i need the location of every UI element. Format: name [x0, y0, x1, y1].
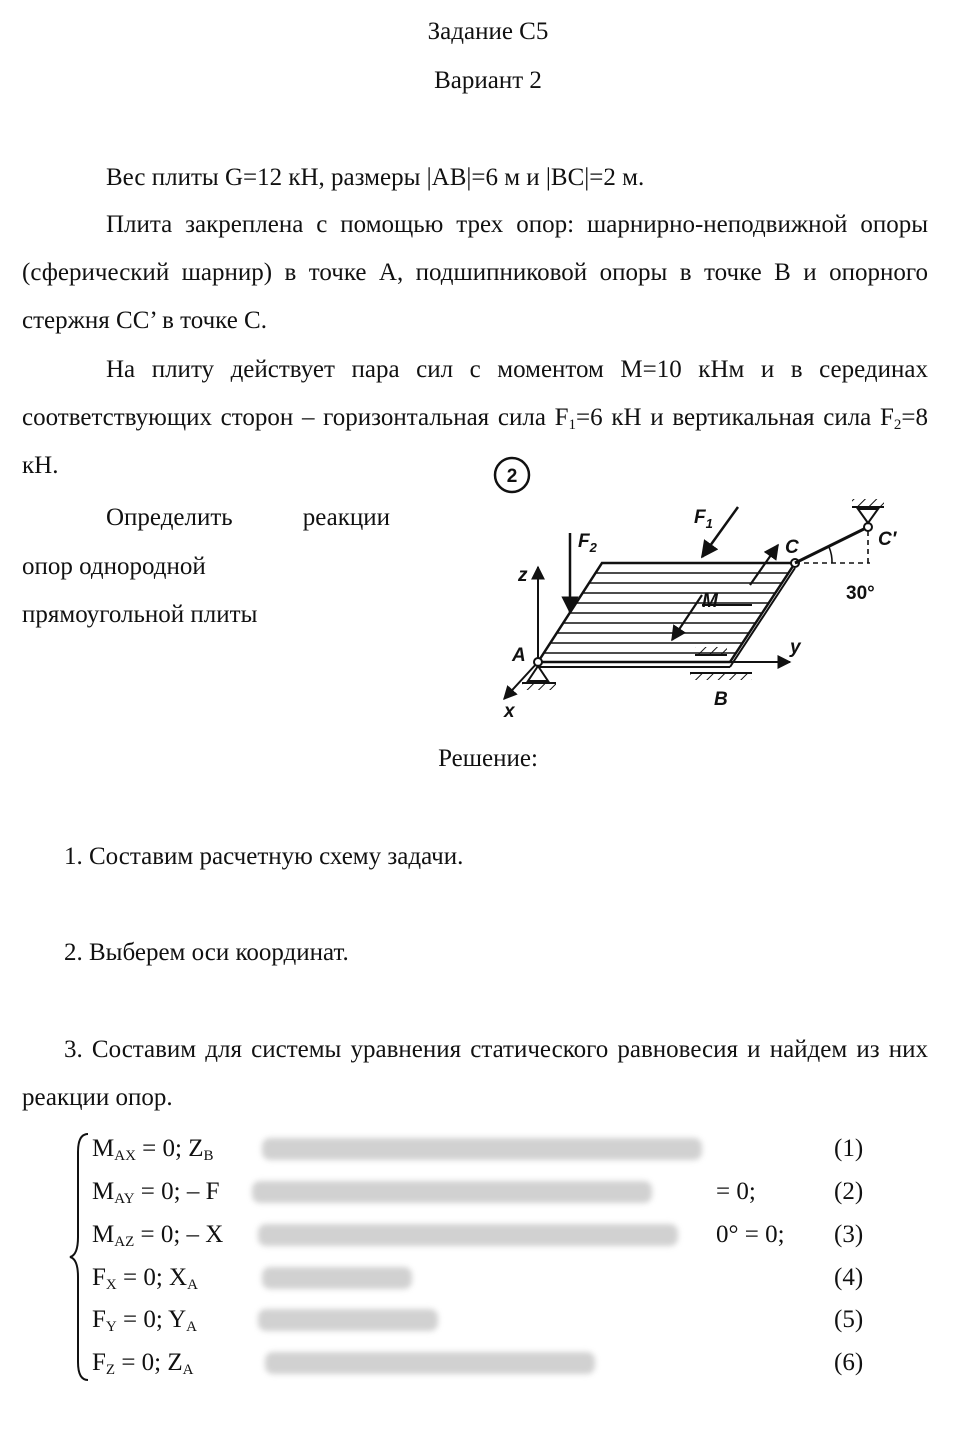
equation-tail: = 0;	[716, 1178, 756, 1205]
assignment-title: Задание С5	[427, 18, 549, 45]
equation-row: $M_{AZ} = 0$; – X	[92, 1221, 224, 1250]
point-C-label: C	[785, 537, 799, 558]
problem-supports-paragraph: Плита закреплена с помощью трех опор: шарнирно-неподвижной опоры (сферический шарнир) в точке А, подшипниковой опоры в точке В и опорного стержня СС’ в точке С.	[22, 211, 928, 334]
solution-step-2: 2. Выберем оси координат.	[64, 939, 349, 966]
equation-tail: 0° = 0;	[716, 1221, 785, 1248]
blurred-equation-content	[262, 1267, 412, 1289]
blurred-equation-content	[265, 1352, 595, 1374]
blurred-equation-content	[252, 1181, 652, 1203]
point-Cprime-label: C′	[878, 529, 897, 550]
equation-row: $F_Y = 0$; $Y_A$	[92, 1306, 198, 1335]
problem-given-line: Вес плиты G=12 кН, размеры |AB|=6 м и |BC|=2 м.	[106, 164, 645, 191]
point-A-label: A	[512, 645, 526, 666]
solution-heading: Решение:	[438, 745, 538, 772]
plate-hatching	[544, 573, 788, 653]
blurred-equation-content	[258, 1309, 438, 1331]
system-brace	[68, 1132, 92, 1382]
equation-row: $F_X = 0$; $X_A$	[92, 1264, 198, 1293]
force-F2-label: $F_2$	[578, 531, 597, 555]
force-F1-label: $F_1$	[694, 507, 713, 531]
blurred-equation-content	[262, 1138, 702, 1160]
axis-y-label: y	[790, 637, 801, 658]
equation-row: $M_{AY} = 0$; – F	[92, 1178, 220, 1207]
variant-number-badge	[495, 458, 529, 492]
plate-diagram	[490, 455, 920, 725]
equation-number: (4)	[834, 1264, 864, 1291]
variant-label: Вариант 2	[434, 67, 542, 94]
moment-M-label: M	[702, 591, 718, 612]
svg-text:2: 2	[506, 466, 518, 487]
equation-number: (6)	[834, 1349, 864, 1376]
axis-z-label: z	[518, 565, 528, 586]
equation-number: (1)	[834, 1135, 864, 1162]
task-line-2: опор однородной	[22, 553, 206, 580]
solution-step-1: 1. Составим расчетную схему задачи.	[64, 843, 464, 870]
problem-loads-paragraph: На плиту действует пара сил с моментом М=10 кНм и в серединах соответствующих сторон – горизонтальная сила $F_1=6$ кН и вертикальная сила $F_2=8$ кН.	[22, 356, 928, 479]
solution-step-3: 3. Составим для системы уравнения статического равновесия и найдем из них реакции опор.	[22, 1036, 928, 1111]
equation-row: $F_Z = 0$; $Z_A$	[92, 1349, 194, 1378]
blurred-equation-content	[258, 1224, 678, 1246]
angle-label: 30°	[846, 583, 875, 604]
task-line-1: Определить реакции	[106, 504, 390, 531]
point-B-label: B	[714, 689, 728, 710]
equation-number: (3)	[834, 1221, 864, 1248]
task-line-3: прямоугольной плиты	[22, 601, 258, 628]
equation-row: $M_{AX} = 0$; $Z_B$	[92, 1135, 214, 1164]
axis-x-label: x	[504, 701, 515, 722]
equation-number: (5)	[834, 1306, 864, 1333]
equation-number: (2)	[834, 1178, 864, 1205]
